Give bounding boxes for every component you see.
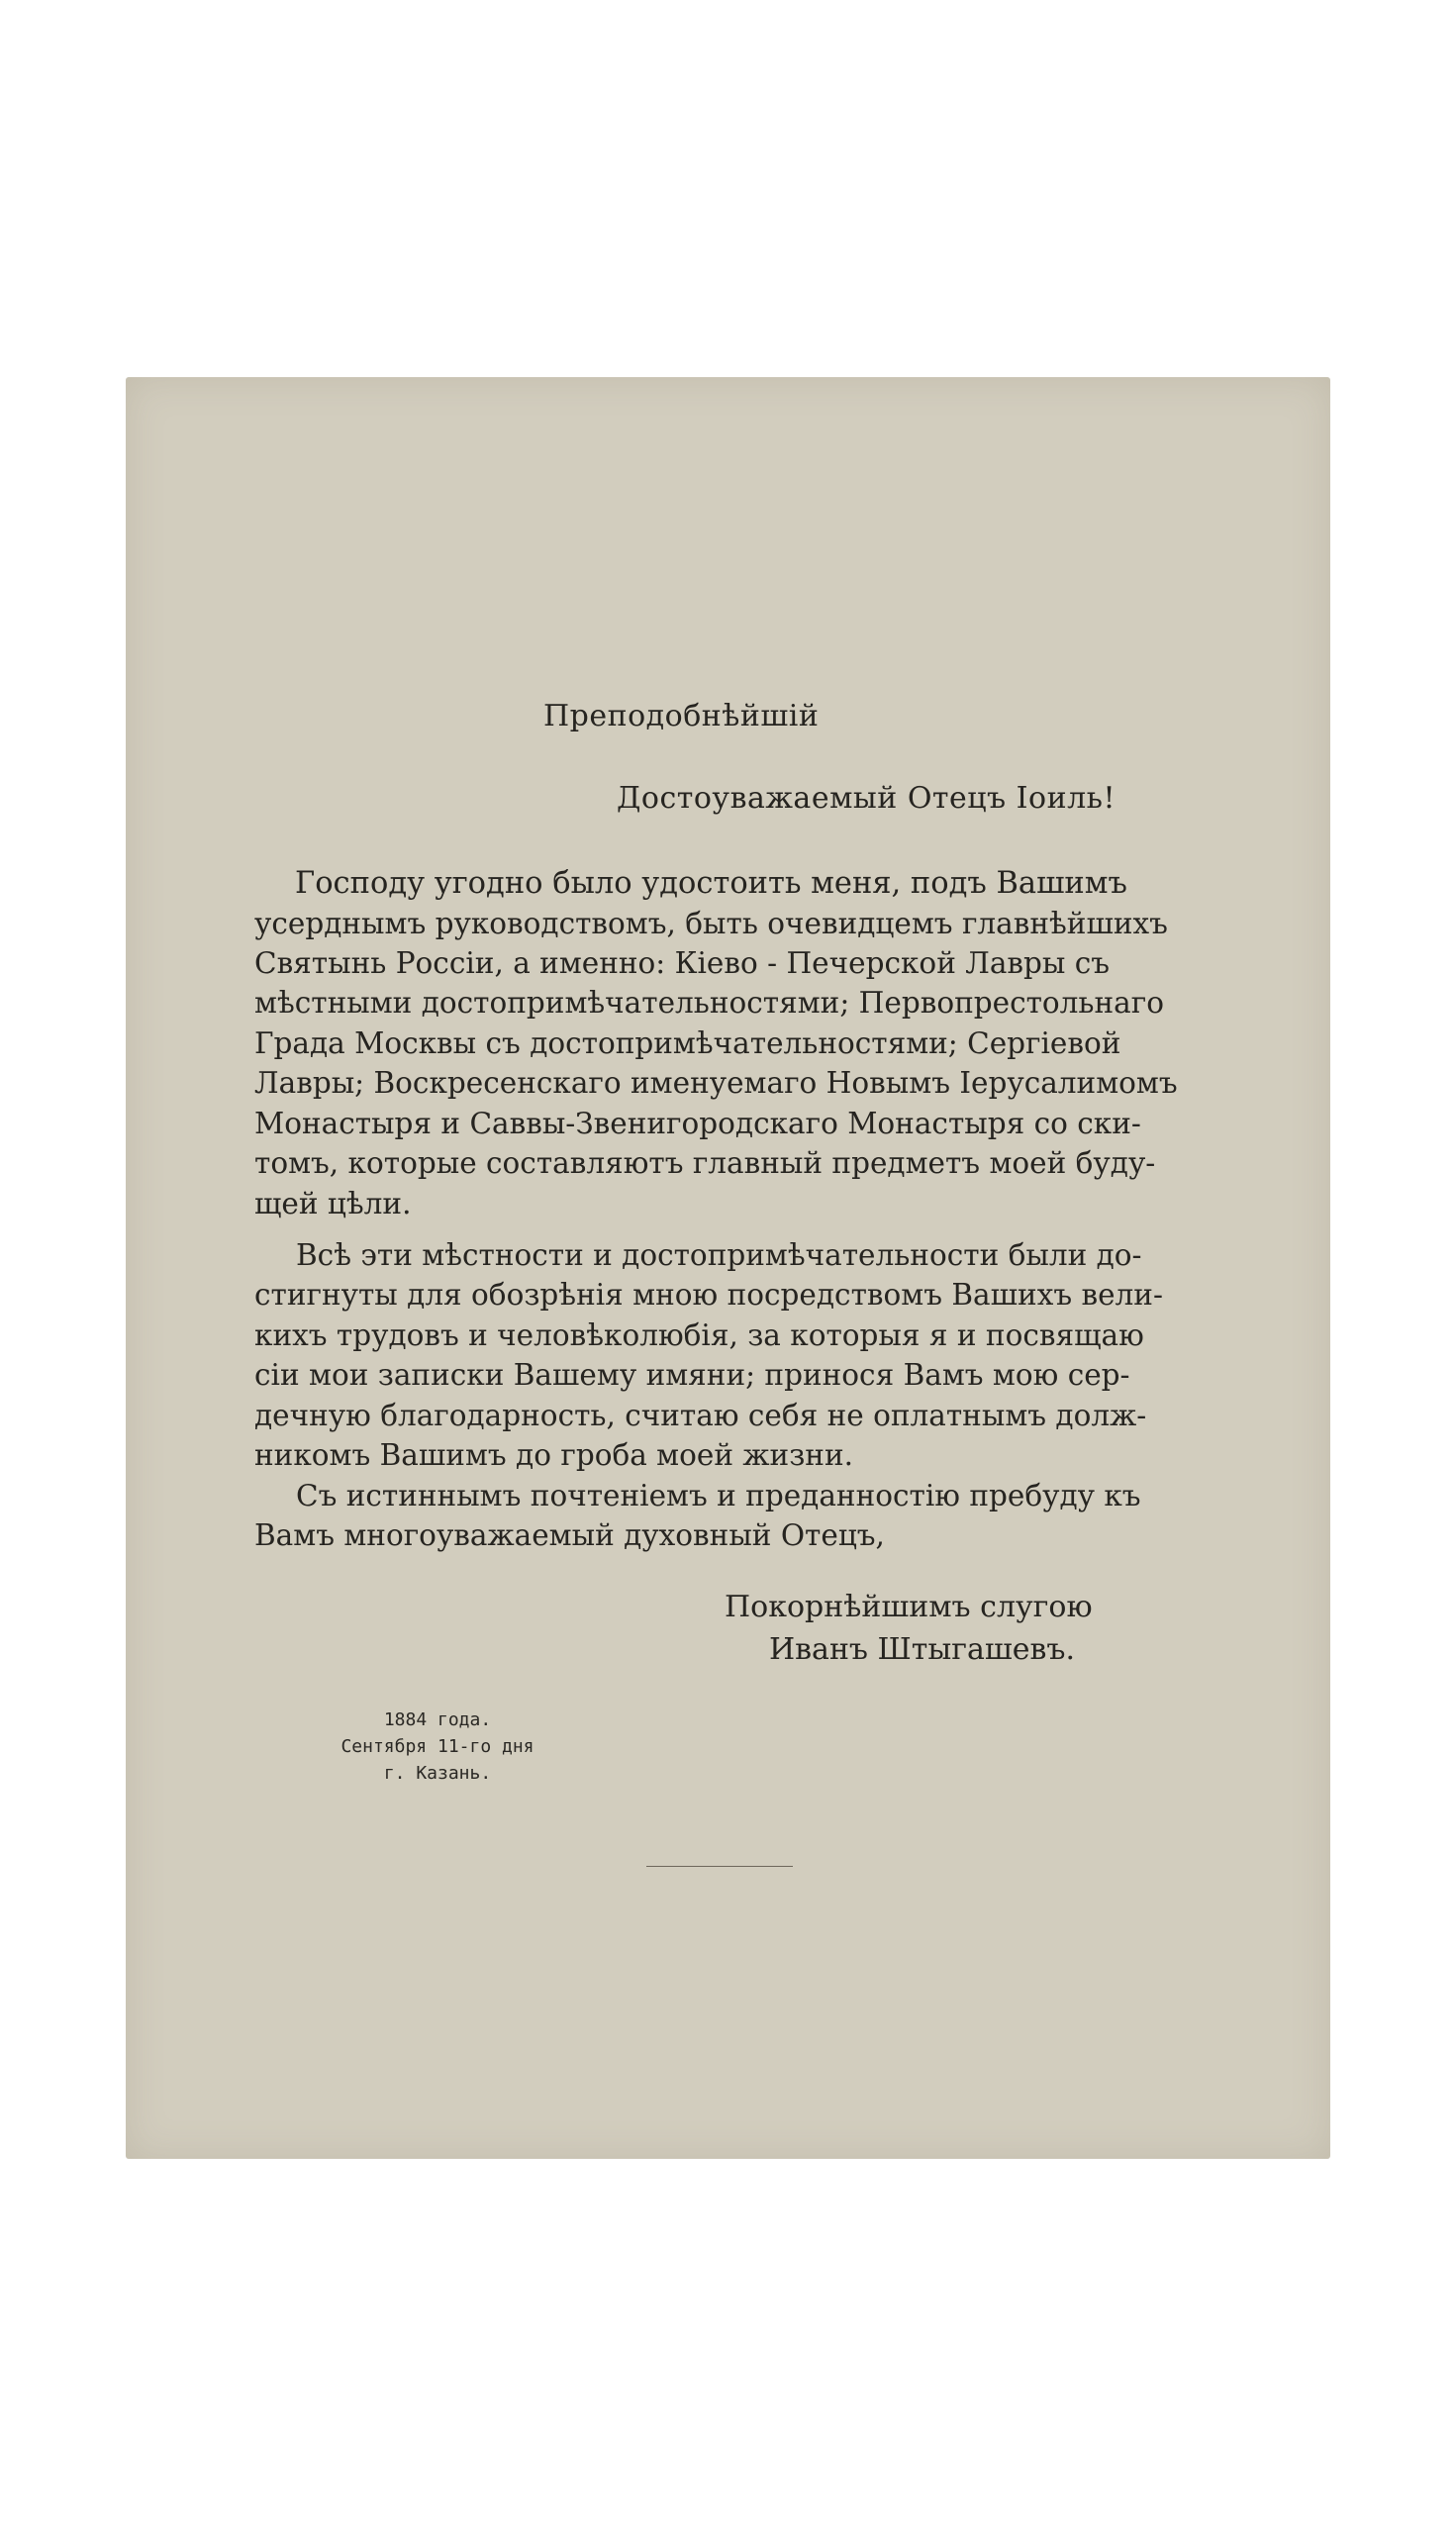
paragraph-1-line-6: Лавры; Воскресенскаго именуемаго Новымъ Іерусалимомъ	[254, 1066, 1178, 1100]
paragraph-2-line-2: стигнуты для обозрѣнія мною посредствомъ Вашихъ вели-	[254, 1278, 1163, 1312]
divider-rule	[646, 1866, 793, 1867]
paragraph-1-line-8: томъ, которые составляютъ главный предметъ моей буду-	[254, 1146, 1156, 1180]
paragraph-2-line-3: кихъ трудовъ и человѣколюбія, за которыя я и посвящаю	[254, 1318, 1144, 1352]
date-day: Сентября 11-го дня	[340, 1736, 534, 1757]
paragraph-2-line-4: сіи мои записки Вашему имяни; принося Вамъ мою сер-	[254, 1358, 1130, 1392]
paragraph-1-line-7: Монастыря и Саввы-Звенигородскаго Монастыря со ски-	[254, 1107, 1141, 1140]
paragraph-2-line-6: никомъ Вашимъ до гроба моей жизни.	[254, 1438, 853, 1472]
paragraph-3-line-1: Съ истиннымъ почтеніемъ и преданностію пребуду къ	[296, 1479, 1141, 1512]
paragraph-2-line-5: дечную благодарность, считаю себя не оплатнымъ долж-	[254, 1399, 1147, 1432]
paragraph-1-line-4: мѣстными достопримѣчательностями; Первопрестольнаго	[254, 986, 1164, 1020]
date-block	[289, 1706, 586, 1787]
paragraph-3-line-2: Вамъ многоуважаемый духовный Отецъ,	[254, 1518, 885, 1552]
closing-line: Покорнѣйшимъ слугою	[725, 1590, 1093, 1624]
paragraph-2-line-1: Всѣ эти мѣстности и достопримѣчательности были до-	[296, 1238, 1142, 1272]
salutation-line-2: Достоуважаемый Отецъ Іоиль!	[617, 781, 1116, 816]
date-year: 1884 года.	[383, 1709, 492, 1730]
paragraph-1-line-1: Господу угодно было удостоить меня, подъ Вашимъ	[295, 866, 1127, 901]
date-place: г. Казань.	[383, 1763, 492, 1784]
paragraph-1-line-9: щей цѣли.	[254, 1187, 412, 1220]
letter-page	[126, 377, 1330, 2159]
signature: Иванъ Штыгашевъ.	[769, 1632, 1076, 1667]
paragraph-1-line-2: усерднымъ руководствомъ, быть очевидцемъ главнѣйшихъ	[254, 907, 1168, 940]
salutation-line-1: Преподобнѣйшій	[543, 699, 820, 733]
paragraph-1-line-5: Града Москвы съ достопримѣчательностями; Сергіевой	[254, 1026, 1121, 1060]
paragraph-1-line-3: Святынь Россіи, а именно: Кіево - Печерской Лавры съ	[254, 946, 1111, 980]
